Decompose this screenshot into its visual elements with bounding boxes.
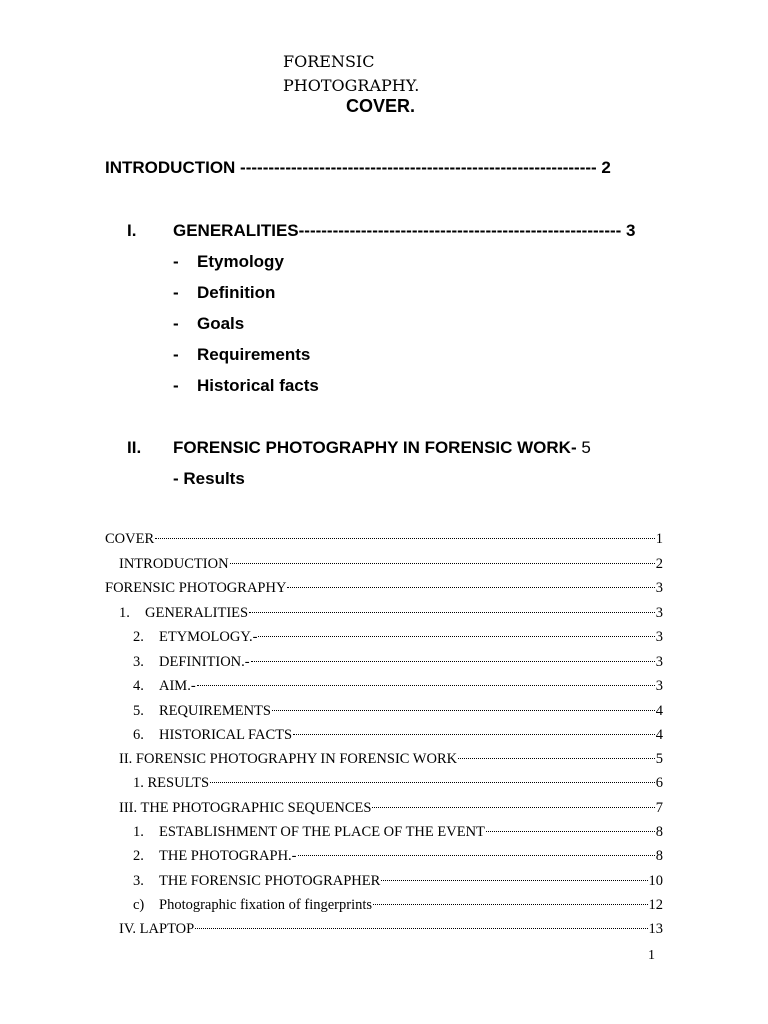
dot-leader xyxy=(381,879,647,881)
dot-leader xyxy=(258,635,654,637)
toc-label: ESTABLISHMENT OF THE PLACE OF THE EVENT xyxy=(159,824,485,840)
toc-entry[interactable] xyxy=(133,896,663,914)
toc-number: 2. xyxy=(133,629,144,645)
section-label: FORENSIC PHOTOGRAPHY IN FORENSIC WORK- xyxy=(173,438,577,457)
toc-page: 10 xyxy=(648,873,663,889)
toc-page: 8 xyxy=(655,824,663,840)
section-label: GENERALITIES--------------------------------------------------------- 3 xyxy=(173,221,636,240)
toc-entry[interactable] xyxy=(133,823,663,841)
toc-number: c) xyxy=(133,897,145,913)
toc-entry[interactable] xyxy=(119,920,663,938)
toc-label: III. THE PHOTOGRAPHIC SEQUENCES xyxy=(119,800,372,816)
toc-label: FORENSIC PHOTOGRAPHY xyxy=(105,580,287,596)
toc-page: 3 xyxy=(655,678,663,694)
toc-entry[interactable] xyxy=(133,628,663,646)
bullet-dash: - xyxy=(173,314,179,333)
toc-entry[interactable] xyxy=(133,702,663,720)
outline-item-label: Goals xyxy=(197,314,245,333)
dot-leader xyxy=(197,684,655,686)
page-number: 1 xyxy=(648,948,655,963)
outline-item-label: Historical facts xyxy=(197,376,319,395)
toc-entry[interactable] xyxy=(119,604,663,622)
toc-page: 4 xyxy=(655,727,663,743)
cover-heading: COVER. xyxy=(346,96,416,116)
dot-leader xyxy=(298,854,655,856)
toc-label: II. FORENSIC PHOTOGRAPHY IN FORENSIC WORK xyxy=(119,751,458,767)
toc-page: 2 xyxy=(655,556,663,572)
toc-number: 5. xyxy=(133,703,144,719)
dot-leader xyxy=(293,733,655,735)
toc-number: 3. xyxy=(133,654,144,670)
toc-label: COVER xyxy=(105,531,155,547)
dot-leader xyxy=(230,562,655,564)
toc-entry[interactable] xyxy=(133,677,663,695)
toc-page: 3 xyxy=(655,629,663,645)
dot-leader xyxy=(272,709,655,711)
toc-label: THE FORENSIC PHOTOGRAPHER xyxy=(159,873,381,889)
outline-section-2 xyxy=(127,438,591,458)
outline-item-label: Requirements xyxy=(197,345,311,364)
toc-page: 12 xyxy=(648,897,663,913)
toc-label: INTRODUCTION xyxy=(119,556,229,572)
toc-number: 3. xyxy=(133,873,144,889)
toc-label: AIM.- xyxy=(159,678,196,694)
dot-leader xyxy=(195,927,647,929)
toc-entry[interactable] xyxy=(133,726,663,744)
toc-label: GENERALITIES xyxy=(145,605,249,621)
toc-page: 1 xyxy=(655,531,663,547)
outline-introduction: INTRODUCTION --------------------------------------------------------------- 2 xyxy=(105,158,611,177)
toc-page: 4 xyxy=(655,703,663,719)
toc-page: 8 xyxy=(655,848,663,864)
toc-entry[interactable] xyxy=(105,530,663,548)
toc-page: 7 xyxy=(655,800,663,816)
toc-number: 6. xyxy=(133,727,144,743)
outline-subitem: - Results xyxy=(173,469,245,488)
toc-label: REQUIREMENTS xyxy=(159,703,271,719)
outline-item xyxy=(173,376,319,396)
dot-leader xyxy=(458,757,655,759)
bullet-dash: - xyxy=(173,252,179,271)
dot-leader xyxy=(249,611,655,613)
toc-label: IV. LAPTOP xyxy=(119,921,195,937)
toc-label: THE PHOTOGRAPH.- xyxy=(159,848,297,864)
toc-label: Photographic fixation of fingerprints xyxy=(159,897,373,913)
toc-entry[interactable] xyxy=(133,774,663,792)
toc-label: HISTORICAL FACTS xyxy=(159,727,293,743)
toc-entry[interactable] xyxy=(133,847,663,865)
bullet-dash: - xyxy=(173,345,179,364)
dot-leader xyxy=(251,660,655,662)
toc-page: 5 xyxy=(655,751,663,767)
section-number: I. xyxy=(127,221,137,240)
toc-page: 3 xyxy=(655,580,663,596)
outline-item xyxy=(173,314,244,334)
toc-entry[interactable] xyxy=(105,579,663,597)
dot-leader xyxy=(155,537,655,539)
toc-entry[interactable] xyxy=(119,555,663,573)
dot-leader xyxy=(210,781,655,783)
toc-entry[interactable] xyxy=(133,653,663,671)
toc-page: 13 xyxy=(648,921,663,937)
dot-leader xyxy=(486,830,655,832)
outline-item xyxy=(173,252,284,272)
outline-item-label: Definition xyxy=(197,283,276,302)
toc-entry[interactable] xyxy=(133,872,663,890)
outline-item xyxy=(173,345,310,365)
dot-leader xyxy=(287,586,654,588)
title-line-2: PHOTOGRAPHY. xyxy=(283,76,420,95)
outline-item-label: Etymology xyxy=(197,252,284,271)
toc-label: DEFINITION.- xyxy=(159,654,250,670)
bullet-dash: - xyxy=(173,376,179,395)
toc-number: 1. xyxy=(119,605,130,621)
toc-entry[interactable] xyxy=(119,799,663,817)
toc-label: 1. RESULTS xyxy=(133,775,210,791)
toc-label: ETYMOLOGY.- xyxy=(159,629,258,645)
bullet-dash: - xyxy=(173,283,179,302)
toc-page: 6 xyxy=(655,775,663,791)
toc-page: 3 xyxy=(655,654,663,670)
outline-section-1 xyxy=(127,221,636,241)
title-line-1: FORENSIC xyxy=(283,52,375,71)
toc-entry[interactable] xyxy=(119,750,663,768)
section-page: 5 xyxy=(581,438,591,457)
toc-number: 1. xyxy=(133,824,144,840)
section-number: II. xyxy=(127,438,142,457)
dot-leader xyxy=(372,806,654,808)
outline-item xyxy=(173,283,275,303)
dot-leader xyxy=(373,903,647,905)
toc-number: 4. xyxy=(133,678,144,694)
toc-page: 3 xyxy=(655,605,663,621)
toc-number: 2. xyxy=(133,848,144,864)
